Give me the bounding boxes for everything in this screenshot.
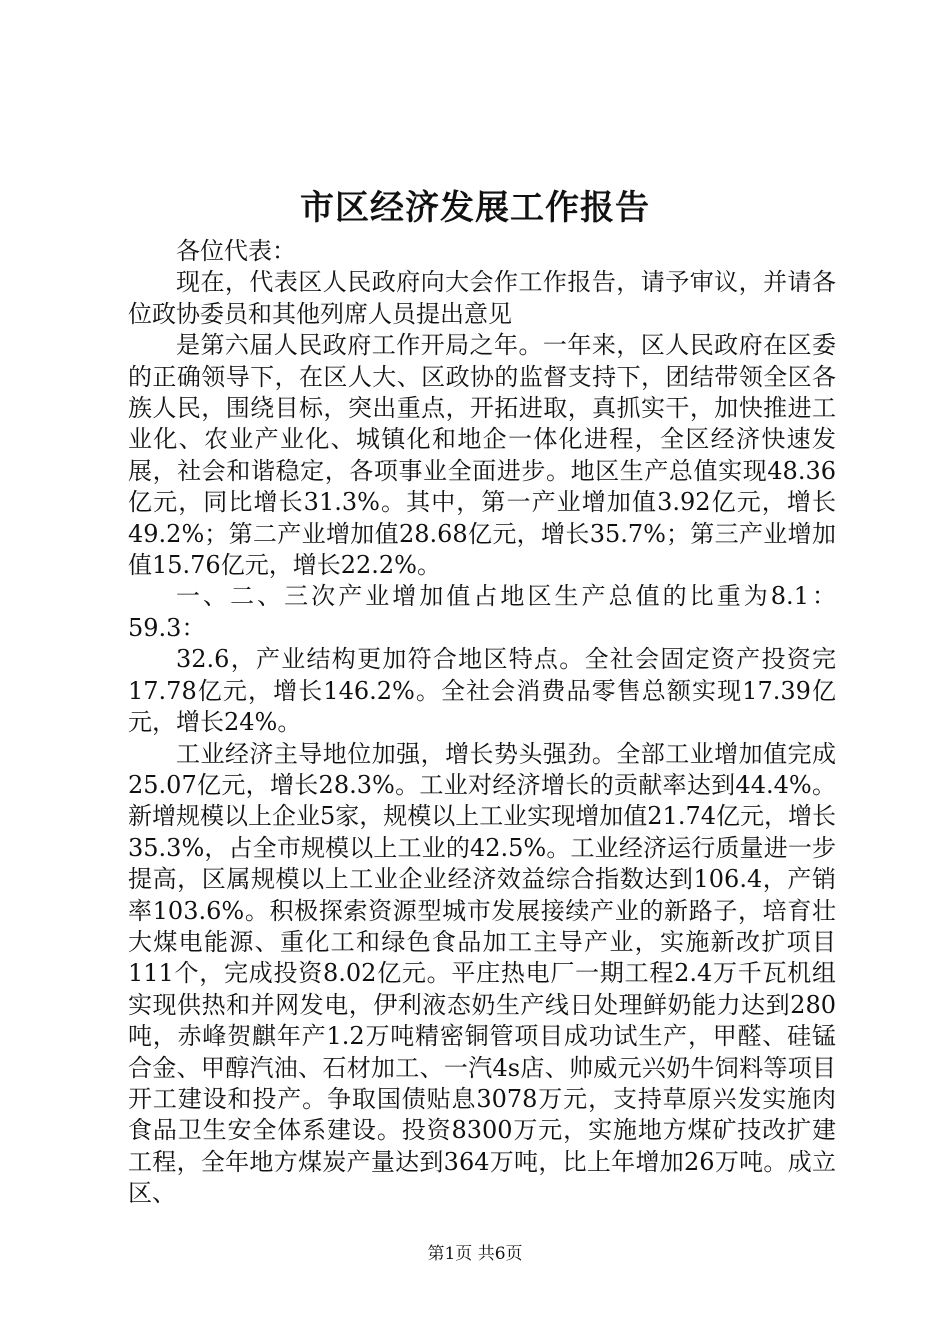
paragraph-2: 是第六届人民政府工作开局之年。一年来，区人民政府在区委的正确领导下，在区人大、区政协的监督支持下，团结带领全区各族人民，围绕目标，突出重点，开拓进取，真抓实干，加快推进工业化、农业产业化、城镇化和地企一体化进程，全区经济快速发展，社会和谐稳定，各项事业全面进步。地区生产总值实现48.36亿元，同比增长31.3%。其中，第一产业增加值3.92亿元，增长49.2%；第二产业增加值28.68亿元，增长35.7%；第三产业增加值15.76亿元，增长22.2%。 bbox=[128, 331, 836, 580]
salutation: 各位代表： bbox=[176, 237, 296, 265]
paragraph-1: 现在，代表区人民政府向大会作工作报告，请予审议，并请各位政协委员和其他列席人员提出意见 bbox=[128, 268, 836, 328]
paragraph-5: 工业经济主导地位加强，增长势头强劲。全部工业增加值完成25.07亿元，增长28.3%。工业对经济增长的贡献率达到44.4%。新增规模以上企业5家，规模以上工业实现增加值21.74亿元，增长35.3%，占全市规模以上工业的42.5%。工业经济运行质量进一步提高，区属规模以上工业企业经济效益综合指数达到106.4，产销率103.6%。积极探索资源型城市发展接续产业的新路子，培育壮大煤电能源、重化工和绿色食品加工主导产业，实施新改扩项目111个，完成投资8.02亿元。平庄热电厂一期工程2.4万千瓦机组实现供热和并网发电，伊利液态奶生产线日处理鲜奶能力达到280吨，赤峰贺麒年产1.2万吨精密铜管项目成功试生产，甲醛、硅锰合金、甲醇汽油、石材加工、一汽4s店、帅威元兴奶牛饲料等项目开工建设和投产。争取国债贴息3078万元，支持草原兴发实施肉食品卫生安全体系建设。投资8300万元，实施地方煤矿技改扩建工程，全年地方煤炭产量达到364万吨，比上年增加26万吨。成立区、 bbox=[128, 739, 836, 1208]
document-title: 市区经济发展工作报告 bbox=[300, 188, 650, 228]
document-body bbox=[128, 236, 836, 1210]
paragraph-3: 一、二、三次产业增加值占地区生产总值的比重为8.1：59.3： bbox=[128, 582, 836, 642]
paragraph-4: 32.6，产业结构更加符合地区特点。全社会固定资产投资完17.78亿元，增长146.2%。全社会消费品零售总额实现17.39亿元，增长24%。 bbox=[128, 645, 836, 737]
page-number-footer: 第1页 共6页 bbox=[427, 1244, 523, 1264]
